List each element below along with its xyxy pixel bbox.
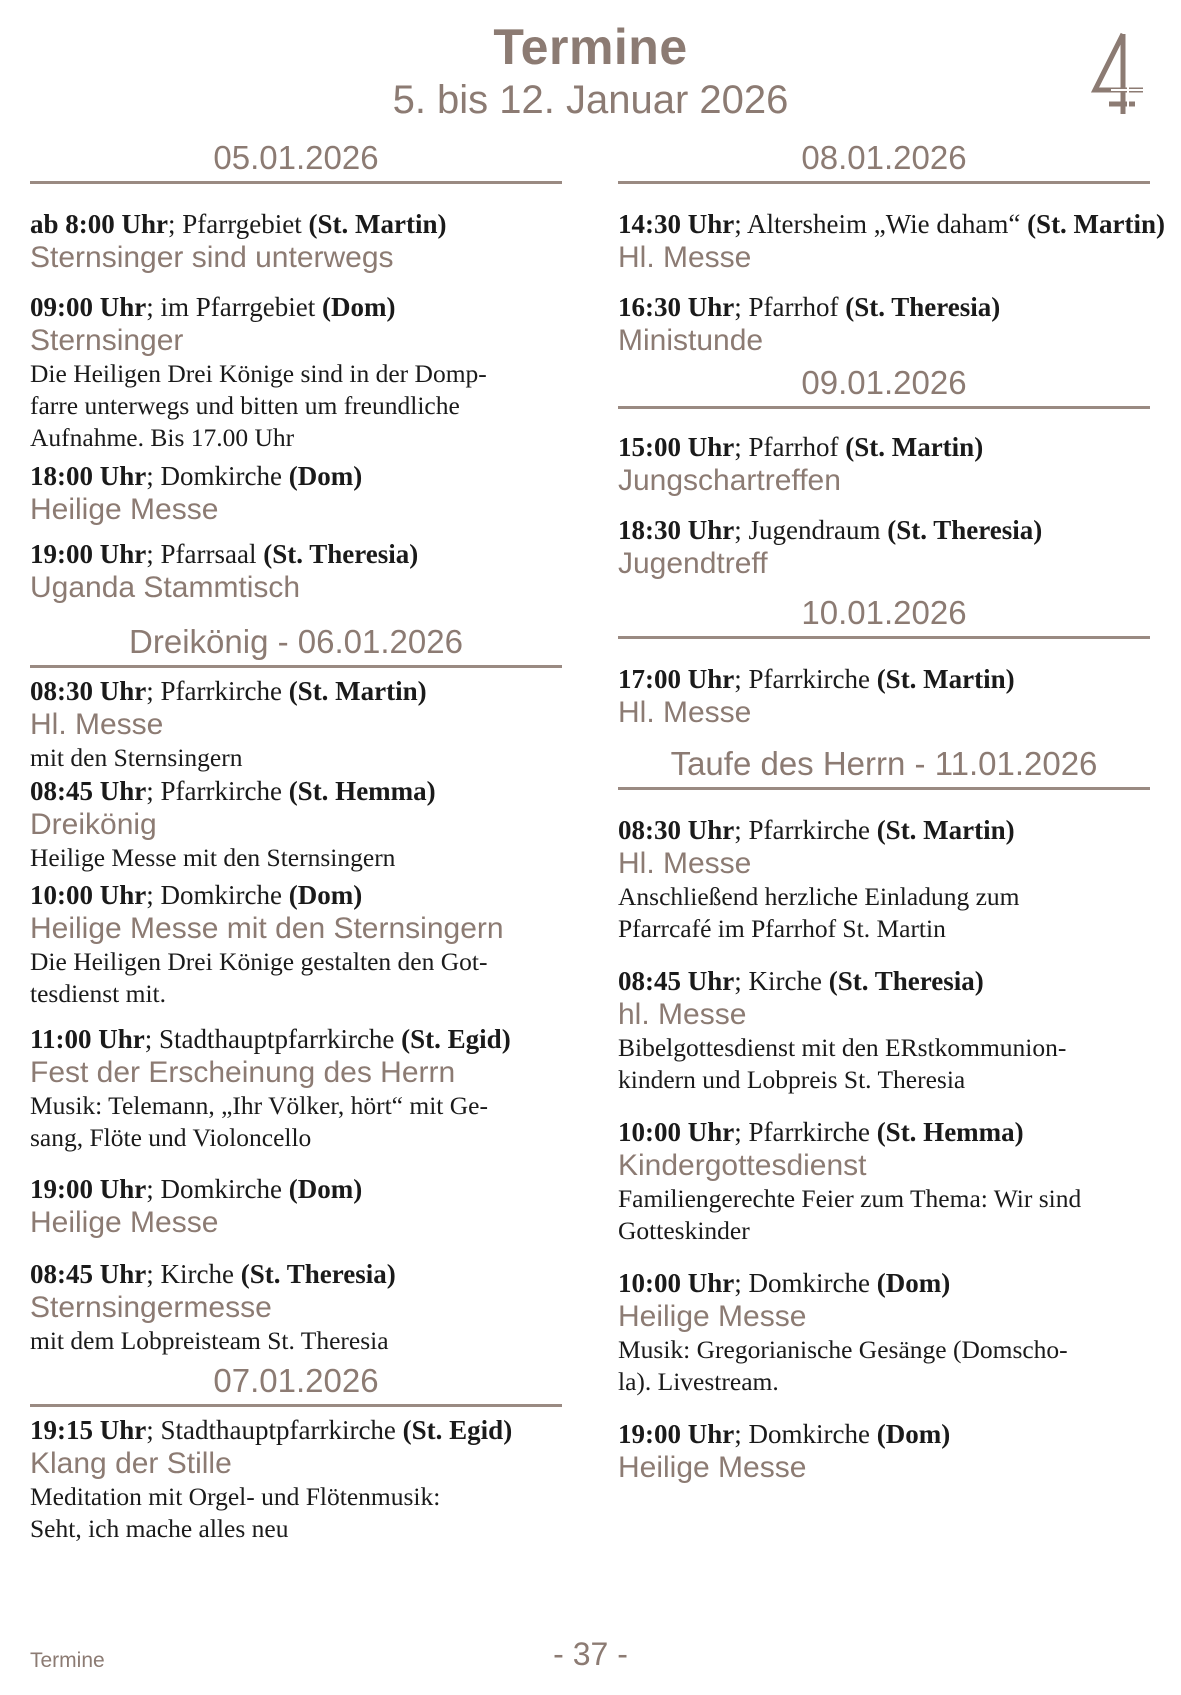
event-location: ; Domkirche <box>146 1174 289 1204</box>
event-time: 08:30 Uhr <box>30 676 147 706</box>
event-description: sang, Flöte und Violoncello <box>30 1123 312 1152</box>
event <box>618 514 1150 581</box>
event-location: ; Pfarrsaal <box>146 539 264 569</box>
event-title: Fest der Erscheinung des Herrn <box>30 1056 456 1089</box>
event-parish: (Dom) <box>288 880 363 910</box>
event-parish: (St. Theresia) <box>828 966 984 996</box>
church-cross-4-icon <box>1085 28 1153 120</box>
event-title: Klang der Stille <box>30 1447 232 1480</box>
event-location: ; Stadthauptpfarrkirche <box>144 1024 402 1054</box>
event-parish: (Dom) <box>288 461 363 491</box>
event-time: 11:00 Uhr <box>30 1024 145 1054</box>
event-time: 18:30 Uhr <box>618 515 735 545</box>
event-time: 18:00 Uhr <box>30 461 147 491</box>
event-location: ; Pfarrhof <box>734 432 846 462</box>
event-parish: (St. Theresia) <box>845 292 1001 322</box>
event <box>30 208 562 275</box>
event-parish: (St. Hemma) <box>288 776 436 806</box>
event-description: Die Heiligen Drei Könige gestalten den Got- <box>30 947 488 976</box>
event-title: Ministunde <box>618 324 764 357</box>
event-time: 19:00 Uhr <box>618 1419 735 1449</box>
event-location: ; Domkirche <box>146 880 289 910</box>
event-location: ; Altersheim „Wie daham“ <box>734 209 1028 239</box>
event <box>618 1418 1150 1485</box>
event-description: Die Heiligen Drei Könige sind in der Domp- <box>30 359 487 388</box>
event-title: Hl. Messe <box>30 708 164 741</box>
event-time: 08:45 Uhr <box>30 1259 147 1289</box>
footer-section-label: Termine <box>30 1649 105 1672</box>
event-location: ; Stadthauptpfarrkirche <box>146 1415 403 1445</box>
event-time: 15:00 Uhr <box>618 432 735 462</box>
event <box>618 1116 1150 1247</box>
right-column <box>618 138 1166 1485</box>
date-heading: 08.01.2026 <box>618 138 1150 184</box>
event-parish: (St. Theresia) <box>240 1259 396 1289</box>
event <box>618 208 1166 275</box>
left-column <box>30 138 562 1545</box>
page-subtitle: 5. bis 12. Januar 2026 <box>392 78 789 122</box>
event <box>30 291 562 454</box>
event <box>30 1173 562 1240</box>
event-description: Familiengerechte Feier zum Thema: Wir sind <box>618 1184 1082 1213</box>
event-title: Heilige Messe <box>618 1300 807 1333</box>
event-time: 19:00 Uhr <box>30 1174 147 1204</box>
date-heading: 10.01.2026 <box>618 593 1150 639</box>
event-title: Heilige Messe mit den Sternsingern <box>30 912 504 945</box>
event-parish: (St. Martin) <box>845 432 984 462</box>
event-parish: (St. Martin) <box>308 209 447 239</box>
event-time: 10:00 Uhr <box>618 1268 735 1298</box>
event <box>618 965 1150 1096</box>
event-description: farre unterwegs und bitten um freundliche <box>30 391 460 420</box>
event-time: 10:00 Uhr <box>618 1117 735 1147</box>
event <box>30 460 562 527</box>
event-title: Kindergottesdienst <box>618 1149 867 1182</box>
event-title: Dreikönig <box>30 808 157 841</box>
event-location: ; Pfarrhof <box>734 292 846 322</box>
event-time: 10:00 Uhr <box>30 880 147 910</box>
event <box>30 775 562 874</box>
date-heading: 09.01.2026 <box>618 363 1150 409</box>
event <box>30 879 562 1010</box>
event-description: Anschließend herzliche Einladung zum <box>618 882 1020 911</box>
event-location: ; Kirche <box>734 966 829 996</box>
event-title: Jungschartreffen <box>618 464 841 497</box>
event-parish: (Dom) <box>876 1268 951 1298</box>
event-title: Sternsinger <box>30 324 184 357</box>
event <box>30 1023 562 1154</box>
event-time: 17:00 Uhr <box>618 664 735 694</box>
event-location: ; Pfarrkirche <box>146 676 289 706</box>
event-time: 08:30 Uhr <box>618 815 735 845</box>
event-description: Seht, ich mache alles neu <box>30 1514 289 1543</box>
event-parish: (Dom) <box>288 1174 363 1204</box>
event-description: Musik: Gregorianische Gesänge (Domscho- <box>618 1335 1068 1364</box>
event-location: ; Domkirche <box>146 461 289 491</box>
event <box>30 1414 562 1545</box>
event <box>618 663 1150 730</box>
event-location: ; Pfarrkirche <box>734 664 877 694</box>
event-parish: (Dom) <box>876 1419 951 1449</box>
event-location: ; Jugendraum <box>734 515 888 545</box>
event-description: Musik: Telemann, „Ihr Völker, hört“ mit Ge- <box>30 1091 488 1120</box>
event-location: ; Pfarrkirche <box>146 776 289 806</box>
event-description: Bibelgottesdienst mit den ERstkommunion- <box>618 1033 1067 1062</box>
page-title: Termine <box>493 19 688 75</box>
event-title: Jugendtreff <box>618 547 768 580</box>
event-time: ab 8:00 Uhr <box>30 209 169 239</box>
event-time: 14:30 Uhr <box>618 209 735 239</box>
event-parish: (Dom) <box>321 292 396 322</box>
event-description: mit dem Lobpreisteam St. Theresia <box>30 1326 389 1355</box>
event-description: Pfarrcafé im Pfarrhof St. Martin <box>618 914 946 943</box>
date-heading: 07.01.2026 <box>30 1361 562 1407</box>
event <box>30 538 562 605</box>
date-heading: Dreikönig - 06.01.2026 <box>30 622 562 668</box>
date-heading: 05.01.2026 <box>30 138 562 184</box>
event-parish: (St. Theresia) <box>887 515 1043 545</box>
event-time: 09:00 Uhr <box>30 292 147 322</box>
event-description: mit den Sternsingern <box>30 743 243 772</box>
event-parish: (St. Martin) <box>288 676 427 706</box>
event-description: kindern und Lobpreis St. Theresia <box>618 1065 966 1094</box>
event-location: ; Pfarrkirche <box>734 1117 877 1147</box>
event <box>618 431 1150 498</box>
event-parish: (St. Theresia) <box>263 539 419 569</box>
event <box>618 291 1150 358</box>
event-description: Meditation mit Orgel- und Flötenmusik: <box>30 1482 441 1511</box>
event-description: la). Livestream. <box>618 1367 779 1396</box>
event-title: Hl. Messe <box>618 696 752 729</box>
event <box>618 1267 1150 1398</box>
event-location: ; Pfarrkirche <box>734 815 877 845</box>
page-number: - 37 - <box>553 1636 628 1672</box>
event-time: 19:00 Uhr <box>30 539 147 569</box>
event-title: hl. Messe <box>618 998 747 1031</box>
event-parish: (St. Egid) <box>402 1415 513 1445</box>
event-title: Heilige Messe <box>30 493 219 526</box>
event-time: 08:45 Uhr <box>618 966 735 996</box>
event-title: Sternsinger sind unterwegs <box>30 241 394 274</box>
event-title: Heilige Messe <box>30 1206 219 1239</box>
event-title: Heilige Messe <box>618 1451 807 1484</box>
event-time: 08:45 Uhr <box>30 776 147 806</box>
event-location: ; im Pfarrgebiet <box>146 292 322 322</box>
event-parish: (St. Martin) <box>876 664 1015 694</box>
event-description: Heilige Messe mit den Sternsingern <box>30 843 396 872</box>
event-title: Hl. Messe <box>618 241 752 274</box>
event-time: 19:15 Uhr <box>30 1415 147 1445</box>
event <box>30 675 562 774</box>
event-description: Aufnahme. Bis 17.00 Uhr <box>30 423 295 452</box>
event <box>618 814 1150 945</box>
event-parish: (St. Martin) <box>1027 209 1166 239</box>
event-parish: (St. Hemma) <box>876 1117 1024 1147</box>
event-parish: (St. Egid) <box>401 1024 511 1054</box>
date-heading: Taufe des Herrn - 11.01.2026 <box>618 744 1150 790</box>
event-title: Uganda Stammtisch <box>30 571 301 604</box>
event <box>30 1258 562 1357</box>
event-location: ; Domkirche <box>734 1268 877 1298</box>
event-title: Sternsingermesse <box>30 1291 272 1324</box>
event-title: Hl. Messe <box>618 847 752 880</box>
event-location: ; Domkirche <box>734 1419 877 1449</box>
event-description: Gotteskinder <box>618 1216 750 1245</box>
event-description: tesdienst mit. <box>30 979 166 1008</box>
event-time: 16:30 Uhr <box>618 292 735 322</box>
event-location: ; Pfarrgebiet <box>168 209 309 239</box>
event-location: ; Kirche <box>146 1259 241 1289</box>
event-parish: (St. Martin) <box>876 815 1015 845</box>
